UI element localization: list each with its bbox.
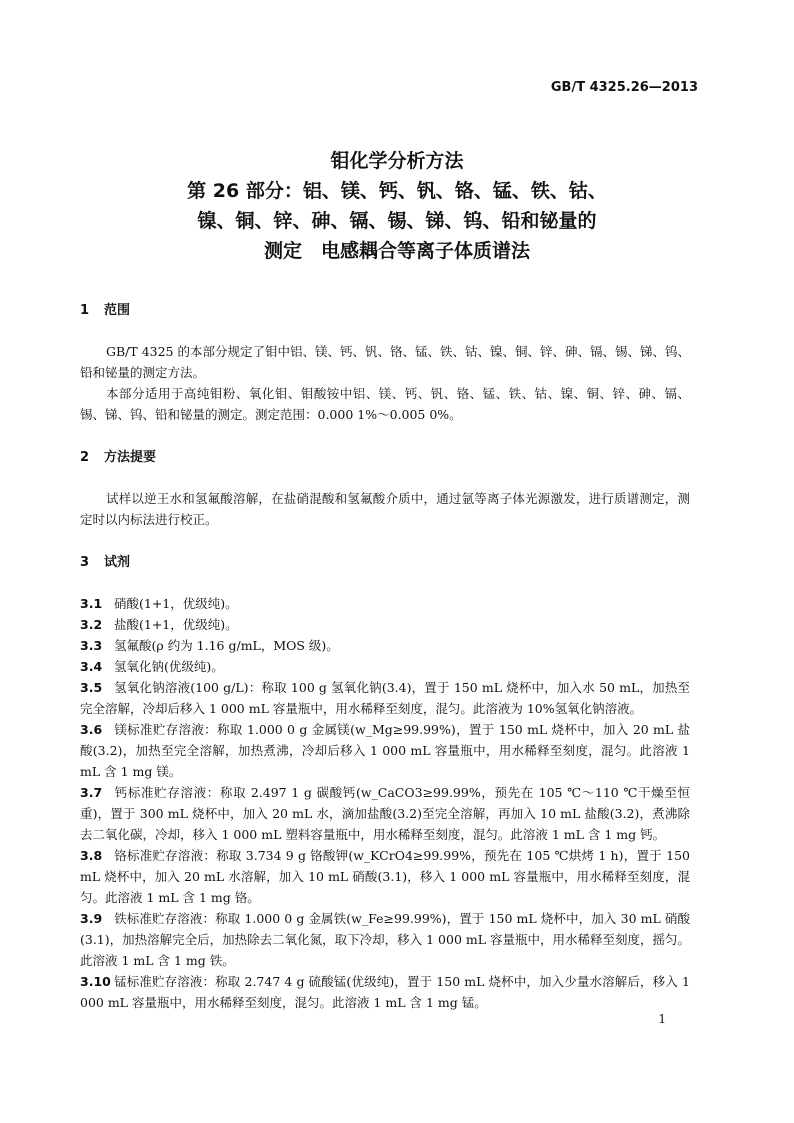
title-line-4: 测定 电感耦合等离子体质谱法 <box>263 240 530 262</box>
reagent-item <box>80 677 690 719</box>
section-number: 1 <box>80 303 90 318</box>
paragraph: 本部分适用于高纯钼粉、氧化钼、钼酸铵中铝、镁、钙、钒、铬、锰、铁、钴、镍、铜、锌、砷、镉、锡、锑、钨、铅和铋量的测定。测定范围：0.000 1%～0.005 0%。 <box>80 386 690 422</box>
item-text: 铬标准贮存溶液：称取 3.734 9 g 铬酸钾(w_KCrO4≥99.99%，预先在 105 ℃烘烤 1 h)，置于 150 mL 烧杯中，加入 20 mL 水溶解，加入 10 mL 硝酸(3.1)，移入 1 000 mL 容量瓶中，用水稀释至刻度，混匀。此溶液 1 mL 含 1 mg 铬。 <box>80 848 690 905</box>
item-number: 3.6 <box>80 722 103 737</box>
section-scope <box>80 300 690 425</box>
reagent-item <box>80 635 690 656</box>
paragraph: 试样以逆王水和氢氟酸溶解，在盐硝混酸和氢氟酸介质中，通过氩等离子体光源激发，进行质谱测定，测定时以内标法进行校正。 <box>80 491 690 527</box>
item-text: 氢氧化钠溶液(100 g/L)：称取 100 g 氢氧化钠(3.4)，置于 150 mL 烧杯中，加入水 50 mL，加热至完全溶解，冷却后移入 1 000 mL 容量瓶中，用水稀释至刻度，混匀。此溶液为 10%氢氧化钠溶液。 <box>80 680 690 716</box>
section-title: 试剂 <box>104 555 131 570</box>
item-text: 锰标准贮存溶液：称取 2.747 4 g 硫酸锰(优级纯)，置于 150 mL 烧杯中，加入少量水溶解后，移入 1 000 mL 容量瓶中，用水稀释至刻度，混匀。此溶液 1 mL 含 1 mg 锰。 <box>80 974 690 1010</box>
item-number: 3.2 <box>80 617 103 632</box>
item-number: 3.9 <box>80 911 103 926</box>
section-number: 2 <box>80 450 90 465</box>
item-number: 3.7 <box>80 785 103 800</box>
reagent-item <box>80 719 690 782</box>
item-text: 盐酸(1+1，优级纯)。 <box>114 617 238 632</box>
reagent-item <box>80 971 690 1013</box>
title-line-1: 钼化学分析方法 <box>330 150 464 172</box>
item-number: 3.1 <box>80 596 103 611</box>
item-text: 钙标准贮存溶液：称取 2.497 1 g 碳酸钙(w_CaCO3≥99.99%，预先在 105 ℃～110 ℃干燥至恒重)，置于 300 mL 烧杯中，加入 20 mL 水，滴加盐酸(3.2)至完全溶解，再加入 10 mL 盐酸(3.2)，煮沸除去二氧化碳，冷却，移入 1 000 mL 塑料容量瓶中，用水稀释至刻度，混匀。此溶液 1 mL 含 1 mg 钙。 <box>80 785 690 842</box>
item-number: 3.4 <box>80 659 103 674</box>
reagent-item <box>80 593 690 614</box>
reagent-item <box>80 908 690 971</box>
section-heading <box>80 300 690 321</box>
item-text: 氢氧化钠(优级纯)。 <box>114 659 224 674</box>
reagent-item <box>80 656 690 677</box>
standard-number: GB/T 4325.26—2013 <box>550 80 698 95</box>
item-text: 硝酸(1+1，优级纯)。 <box>114 596 238 611</box>
section-number: 3 <box>80 555 90 570</box>
item-text: 镁标准贮存溶液：称取 1.000 0 g 金属镁(w_Mg≥99.99%)，置于 150 mL 烧杯中，加入 20 mL 盐酸(3.2)，加热至完全溶解，加热煮沸，冷却后移入 1 000 mL 容量瓶中，用水稀释至刻度，混匀。此溶液 1 mL 含 1 mg 镁。 <box>80 722 690 779</box>
reagent-item <box>80 614 690 635</box>
reagent-item <box>80 845 690 908</box>
section-heading <box>80 447 690 468</box>
title-line-3: 镍、铜、锌、砷、镉、锡、锑、钨、铅和铋量的 <box>197 210 597 232</box>
item-number: 3.5 <box>80 680 103 695</box>
section-title: 范围 <box>104 303 131 318</box>
item-text: 氢氟酸(ρ 约为 1.16 g/mL，MOS 级)。 <box>114 638 339 653</box>
document-title <box>0 146 794 266</box>
section-method-summary <box>80 447 690 530</box>
item-number: 3.10 <box>80 974 111 989</box>
section-heading <box>80 552 690 573</box>
title-line-2: 第 26 部分：铝、镁、钙、钒、铬、锰、铁、钴、 <box>187 180 607 202</box>
reagent-item <box>80 782 690 845</box>
section-reagents <box>80 552 690 1013</box>
document-body <box>80 300 690 1035</box>
paragraph: GB/T 4325 的本部分规定了钼中铝、镁、钙、钒、铬、锰、铁、钴、镍、铜、锌、砷、镉、锡、锑、钨、铅和铋量的测定方法。 <box>80 344 690 380</box>
item-number: 3.8 <box>80 848 103 863</box>
item-text: 铁标准贮存溶液：称取 1.000 0 g 金属铁(w_Fe≥99.99%)，置于 150 mL 烧杯中，加入 30 mL 硝酸(3.1)，加热溶解完全后，加热除去二氧化氮，取下冷却，移入 1 000 mL 容量瓶中，用水稀释至刻度，摇匀。此溶液 1 mL 含 1 mg 铁。 <box>80 911 690 968</box>
page-number: 1 <box>658 1012 666 1026</box>
section-title: 方法提要 <box>104 450 157 465</box>
item-number: 3.3 <box>80 638 103 653</box>
